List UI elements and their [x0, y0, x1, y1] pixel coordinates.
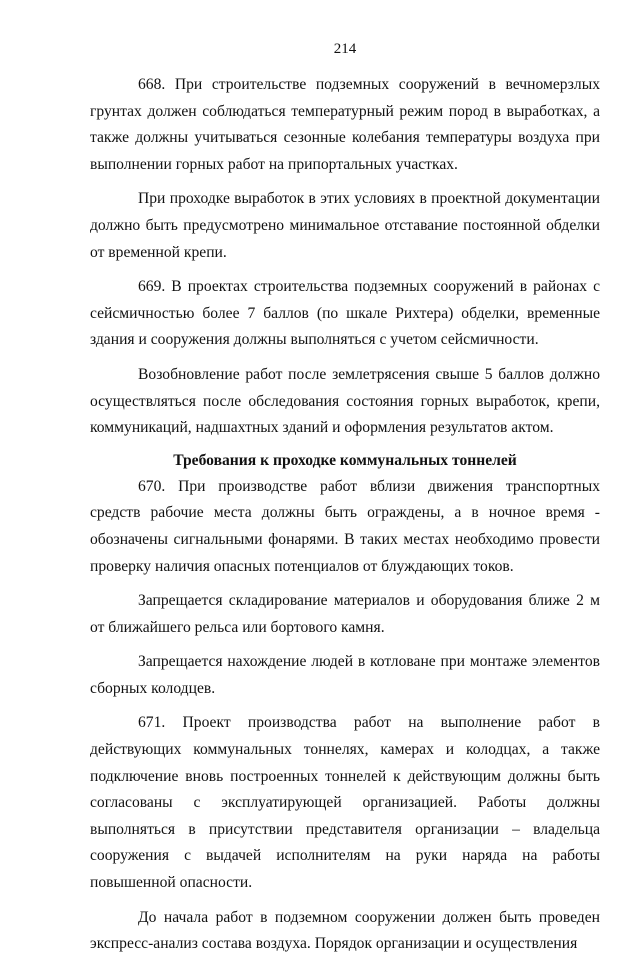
paragraph-670: 670. При производстве работ вблизи движения транспортных средств рабочие места должны быть ограждены, а в ночное время - обозначены сигнальными фонарями. В таких местах необходимо провести проверку наличия опасных потенциалов от блуждающих токов. — [90, 477, 600, 575]
paragraph-669-continued: Возобновление работ после землетрясения свыше 5 баллов должно осуществляться после обследования состояния горных выработок, крепи, коммуникаций, надшахтных зданий и оформления результатов актом. — [90, 365, 600, 437]
paragraph-670-pit: Запрещается нахождение людей в котловане при монтаже элементов сборных колодцев. — [90, 653, 600, 697]
paragraph-669: 669. В проектах строительства подземных сооружений в районах с сейсмичностью более 7 баллов (по шкале Рихтера) обделки, временные здания и сооружения должны выполняться с учетом сейсмичности. — [90, 278, 600, 349]
paragraph-668: 668. При строительстве подземных сооружений в вечномерзлых грунтах должен соблюдаться температурный режим пород в выработках, а также должны учитываться сезонные колебания температуры воздуха при выполнении горных работ на припортальных участках. — [90, 76, 600, 173]
paragraph-670-storage: Запрещается складирование материалов и оборудования ближе 2 м от ближайшего рельса или бортового камня. — [90, 592, 600, 636]
paragraph-671-air-analysis: До начала работ в подземном сооружении должен быть проведен экспресс-анализ состава воздуха. Порядок организации и осуществления — [90, 908, 600, 953]
section-heading: Требования к проходке коммунальных тоннелей — [173, 451, 517, 469]
paragraph-668-continued: При проходке выработок в этих условиях в проектной документации должно быть предусмотрено минимальное отставание постоянной обделки от временной крепи. — [90, 190, 600, 261]
paragraph-671: 671. Проект производства работ на выполнение работ в действующих коммунальных тоннелях, камерах и колодцах, а также подключение вновь построенных тоннелей к действующим должны быть согласованы с эксплуатирующей организацией. Работы должны выполняться в присутствии представителя организации – владельца сооружения с выдачей исполнителям на руки наряда на работы повышенной опасности. — [90, 714, 600, 892]
page-number: 214 — [333, 41, 357, 57]
